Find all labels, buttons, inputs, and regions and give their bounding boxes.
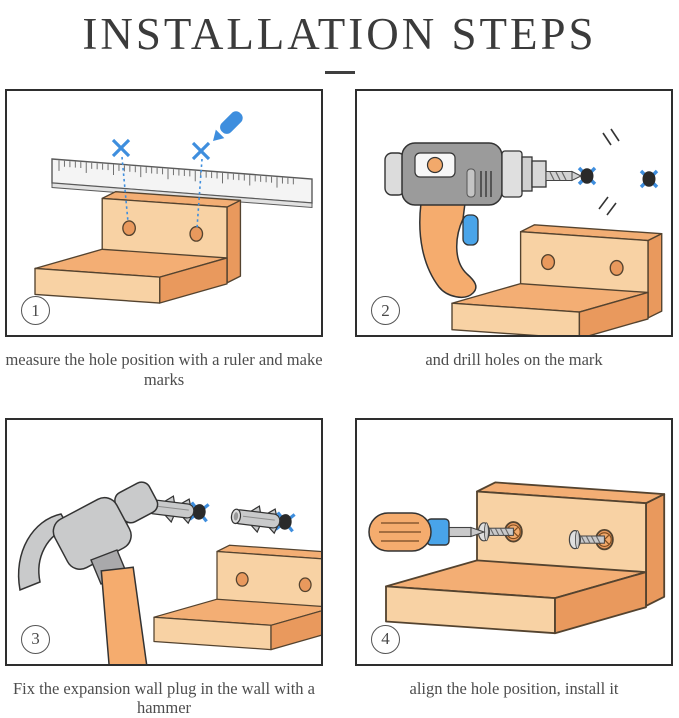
step-4-caption: align the hole position, install it — [409, 678, 619, 698]
drilled-hole-icon — [579, 168, 657, 187]
step-1 — [5, 89, 323, 390]
step-number-badge: 2 — [371, 296, 400, 325]
title-divider — [325, 71, 355, 74]
step-3-illustration — [7, 420, 321, 664]
step-3-caption: Fix the expansion wall plug in the wall with a hammer — [13, 678, 315, 718]
marker-pen-icon — [208, 109, 245, 146]
screwdriver-icon — [369, 513, 484, 551]
step-4-illustration — [357, 420, 671, 664]
step-1-illustration — [7, 91, 321, 335]
cross-mark-icon — [113, 140, 209, 159]
drill-bit-icon — [546, 172, 581, 181]
page-title: INSTALLATION STEPS — [82, 9, 597, 59]
step-4 — [355, 418, 673, 718]
step-1-caption: measure the hole position with a ruler and make marks — [5, 350, 323, 389]
steps-grid — [0, 89, 679, 718]
step-1-panel — [5, 89, 323, 337]
step-2 — [355, 89, 673, 390]
step-3 — [5, 418, 323, 718]
step-2-panel — [355, 89, 673, 337]
step-2-illustration — [357, 91, 671, 335]
wall-plug-icon — [230, 503, 295, 536]
step-number-badge: 3 — [21, 625, 50, 654]
step-number-badge: 4 — [371, 625, 400, 654]
step-3-panel — [5, 418, 323, 666]
step-2-caption: and drill holes on the mark — [425, 350, 603, 369]
drill-handle — [420, 203, 478, 297]
step-4-panel — [355, 418, 673, 666]
motion-lines — [599, 129, 619, 215]
step-number-badge: 1 — [21, 296, 50, 325]
